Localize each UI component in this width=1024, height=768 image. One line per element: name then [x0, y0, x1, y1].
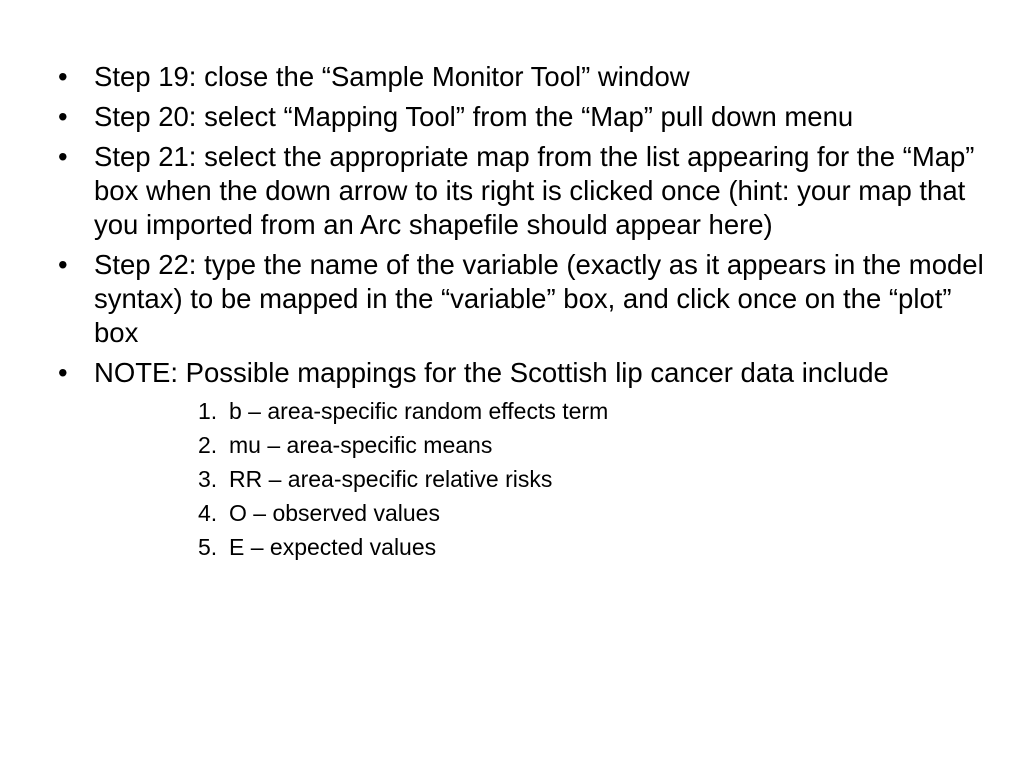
- bullet-marker: •: [58, 249, 68, 280]
- bullet-list: [58, 60, 988, 570]
- bullet-step-22: [58, 248, 988, 350]
- sublist-number: 1.: [198, 398, 218, 424]
- bullet-note: [58, 356, 988, 564]
- bullet-text: Step 22: type the name of the variable (exactly as it appears in the model syntax) to be mapped in the “variable” box, and click once on the “plot” box: [94, 249, 984, 348]
- bullet-step-21: [58, 140, 988, 242]
- sublist-text: O – observed values: [229, 500, 440, 526]
- bullet-marker: •: [58, 61, 68, 92]
- sublist-item: [198, 530, 988, 564]
- bullet-text: Step 20: select “Mapping Tool” from the “Map” pull down menu: [94, 101, 854, 132]
- sublist-item: [198, 496, 988, 530]
- bullet-marker: •: [58, 141, 68, 172]
- sublist-text: RR – area-specific relative risks: [229, 466, 553, 492]
- sublist-number: 5.: [198, 534, 218, 560]
- sublist-number: 4.: [198, 500, 218, 526]
- sublist-number: 2.: [198, 432, 218, 458]
- sublist-number: 3.: [198, 466, 218, 492]
- sublist-item: [198, 462, 988, 496]
- numbered-sublist: [94, 394, 988, 564]
- bullet-text: Step 21: select the appropriate map from the list appearing for the “Map” box when the down arrow to its right is clicked once (hint: your map that you imported from an Arc shapefile should appear here): [94, 141, 975, 240]
- bullet-marker: •: [58, 357, 68, 388]
- bullet-marker: •: [58, 101, 68, 132]
- bullet-step-20: [58, 100, 988, 134]
- sublist-item: [198, 394, 988, 428]
- bullet-text: Step 19: close the “Sample Monitor Tool” window: [94, 61, 690, 92]
- bullet-text: NOTE: Possible mappings for the Scottish lip cancer data include: [94, 357, 889, 388]
- sublist-text: b – area-specific random effects term: [229, 398, 609, 424]
- sublist-text: mu – area-specific means: [229, 432, 493, 458]
- bullet-step-19: [58, 60, 988, 94]
- sublist-text: E – expected values: [229, 534, 437, 560]
- sublist-item: [198, 428, 988, 462]
